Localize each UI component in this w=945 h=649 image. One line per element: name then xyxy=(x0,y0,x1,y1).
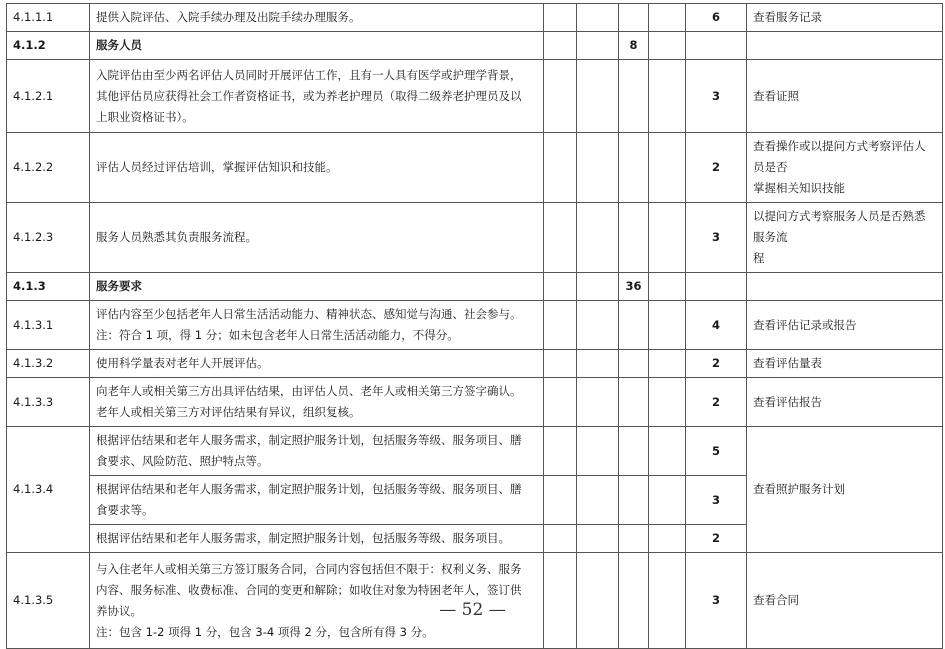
item-code: 4.1.3.2 xyxy=(7,350,90,378)
item-content: 根据评估结果和老年人服务需求，制定照护服务计划，包括服务等级、服务项目、膳 食要求、风险防范、照护特点等。 xyxy=(90,427,544,476)
item-content: 服务人员熟悉其负责服务流程。 xyxy=(90,203,544,273)
standards-table xyxy=(6,3,943,649)
item-method: 查看合同 xyxy=(747,553,943,649)
item-content: 入院评估由至少两名评估人员同时开展评估工作，且有一人具有医学或护理学背景， 其他评估员应获得社会工作者资格证书，或为养老护理员（取得二级养老护理员及以 上职业资格证书）。 xyxy=(90,60,544,133)
section-code: 4.1.2 xyxy=(7,32,90,60)
section-row xyxy=(7,273,943,301)
section-title: 服务人员 xyxy=(90,32,544,60)
item-content: 根据评估结果和老年人服务需求，制定照护服务计划，包括服务等级、服务项目、膳 食要求等。 xyxy=(90,476,544,525)
item-code: 4.1.2.1 xyxy=(7,60,90,133)
item-score: 2 xyxy=(686,133,747,203)
item-method: 查看评估量表 xyxy=(747,350,943,378)
table-row xyxy=(7,133,943,203)
item-content: 向老年人或相关第三方出具评估结果，由评估人员、老年人或相关第三方签字确认。 老年人或相关第三方对评估结果有异议，组织复核。 xyxy=(90,378,544,427)
item-score: 4 xyxy=(686,301,747,350)
table-row xyxy=(7,427,943,476)
item-score: 3 xyxy=(686,476,747,525)
table-row xyxy=(7,378,943,427)
item-content: 评估内容至少包括老年人日常生活活动能力、精神状态、感知觉与沟通、社会参与。 注：符合 1 项，得 1 分；如未包含老年人日常生活活动能力，不得分。 xyxy=(90,301,544,350)
item-score: 2 xyxy=(686,378,747,427)
item-content: 根据评估结果和老年人服务需求，制定照护服务计划，包括服务等级、服务项目。 xyxy=(90,525,544,553)
item-code: 4.1.2.3 xyxy=(7,203,90,273)
table-row xyxy=(7,350,943,378)
item-method: 查看评估记录或报告 xyxy=(747,301,943,350)
item-code: 4.1.2.2 xyxy=(7,133,90,203)
table-row xyxy=(7,60,943,133)
item-code: 4.1.1.1 xyxy=(7,4,90,32)
item-score: 3 xyxy=(686,553,747,649)
section-code: 4.1.3 xyxy=(7,273,90,301)
item-code: 4.1.3.5 xyxy=(7,553,90,649)
item-score: 6 xyxy=(686,4,747,32)
item-code: 4.1.3.3 xyxy=(7,378,90,427)
table-row xyxy=(7,4,943,32)
table-row xyxy=(7,203,943,273)
item-score: 3 xyxy=(686,60,747,133)
table-row xyxy=(7,301,943,350)
item-method: 查看证照 xyxy=(747,60,943,133)
item-content: 评估人员经过评估培训，掌握评估知识和技能。 xyxy=(90,133,544,203)
item-score: 2 xyxy=(686,350,747,378)
section-total: 8 xyxy=(619,32,649,60)
item-score: 5 xyxy=(686,427,747,476)
item-content: 使用科学量表对老年人开展评估。 xyxy=(90,350,544,378)
item-method: 查看服务记录 xyxy=(747,4,943,32)
page-number: — 52 — xyxy=(439,600,506,620)
item-content: 与入住老年人或相关第三方签订服务合同，合同内容包括但不限于：权利义务、服务 内容、服务标准、收费标准、合同的变更和解除；如收住对象为特困老年人，签订供 养协议。 注：包含 1-2 项得 1 分，包含 3-4 项得 2 分，包含所有得 3 分。 xyxy=(90,553,544,649)
item-method: 以提问方式考察服务人员是否熟悉服务流 程 xyxy=(747,203,943,273)
item-method: 查看评估报告 xyxy=(747,378,943,427)
section-total: 36 xyxy=(619,273,649,301)
item-score: 2 xyxy=(686,525,747,553)
section-title: 服务要求 xyxy=(90,273,544,301)
item-method: 查看操作或以提问方式考察评估人员是否 掌握相关知识技能 xyxy=(747,133,943,203)
item-code: 4.1.3.4 xyxy=(7,427,90,553)
section-row xyxy=(7,32,943,60)
item-method: 查看照护服务计划 xyxy=(747,427,943,553)
item-code: 4.1.3.1 xyxy=(7,301,90,350)
item-score: 3 xyxy=(686,203,747,273)
item-content: 提供入院评估、入院手续办理及出院手续办理服务。 xyxy=(90,4,544,32)
